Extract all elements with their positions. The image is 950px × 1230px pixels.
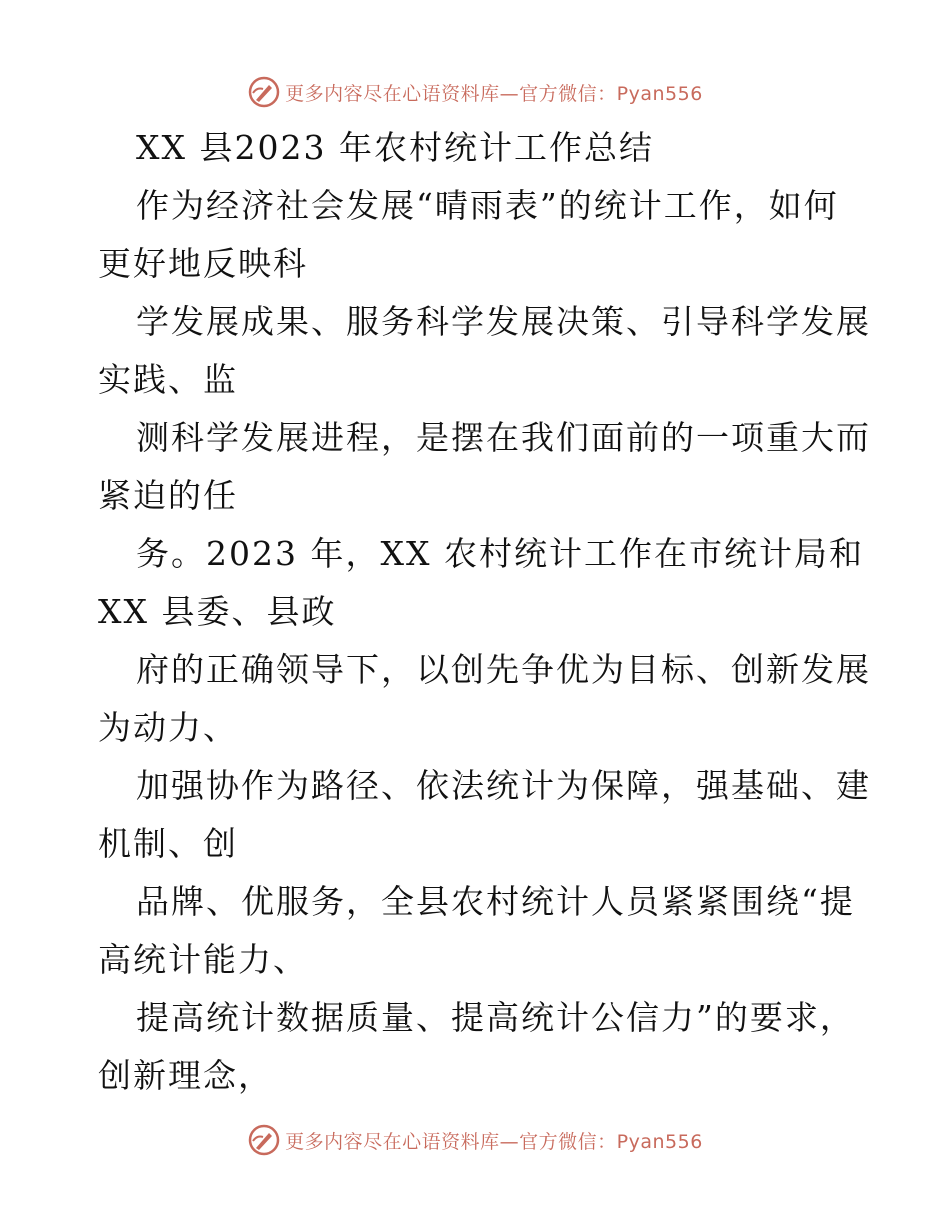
text-line: 创新理念， bbox=[98, 1056, 273, 1095]
text-line: 府的正确领导下，以创先争优为目标、创新发展 bbox=[136, 650, 871, 689]
text-line: 务。2023 年，XX 农村统计工作在市统计局和 bbox=[136, 534, 864, 573]
banner-text: 更多内容尽在心语资料库—官方微信：Pyan556 bbox=[285, 82, 703, 105]
document-title: XX 县2023 年农村统计工作总结 bbox=[136, 128, 654, 167]
text-line: 更好地反映科 bbox=[98, 244, 308, 283]
text-line: 高统计能力、 bbox=[98, 940, 308, 979]
header-banner bbox=[0, 72, 950, 112]
text-line: 实践、监 bbox=[98, 360, 238, 399]
text-line: 加强协作为路径、依法统计为保障，强基础、建 bbox=[136, 766, 871, 805]
text-line: XX 县委、县政 bbox=[98, 592, 337, 631]
pen-logo-icon bbox=[247, 1123, 281, 1157]
text-line: 机制、创 bbox=[98, 824, 238, 863]
text-line: 品牌、优服务，全县农村统计人员紧紧围绕“提 bbox=[136, 882, 855, 921]
banner-text: 更多内容尽在心语资料库—官方微信：Pyan556 bbox=[285, 1130, 703, 1153]
footer-banner bbox=[0, 1120, 950, 1160]
text-line: 学发展成果、服务科学发展决策、引导科学发展 bbox=[136, 302, 871, 341]
text-line: 为动力、 bbox=[98, 708, 238, 747]
text-line: 紧迫的任 bbox=[98, 476, 238, 515]
pen-logo-icon bbox=[247, 75, 281, 109]
text-line: 作为经济社会发展“晴雨表”的统计工作，如何 bbox=[136, 186, 839, 225]
text-line: 提高统计数据质量、提高统计公信力”的要求， bbox=[136, 998, 855, 1037]
text-line: 测科学发展进程，是摆在我们面前的一项重大而 bbox=[136, 418, 871, 457]
